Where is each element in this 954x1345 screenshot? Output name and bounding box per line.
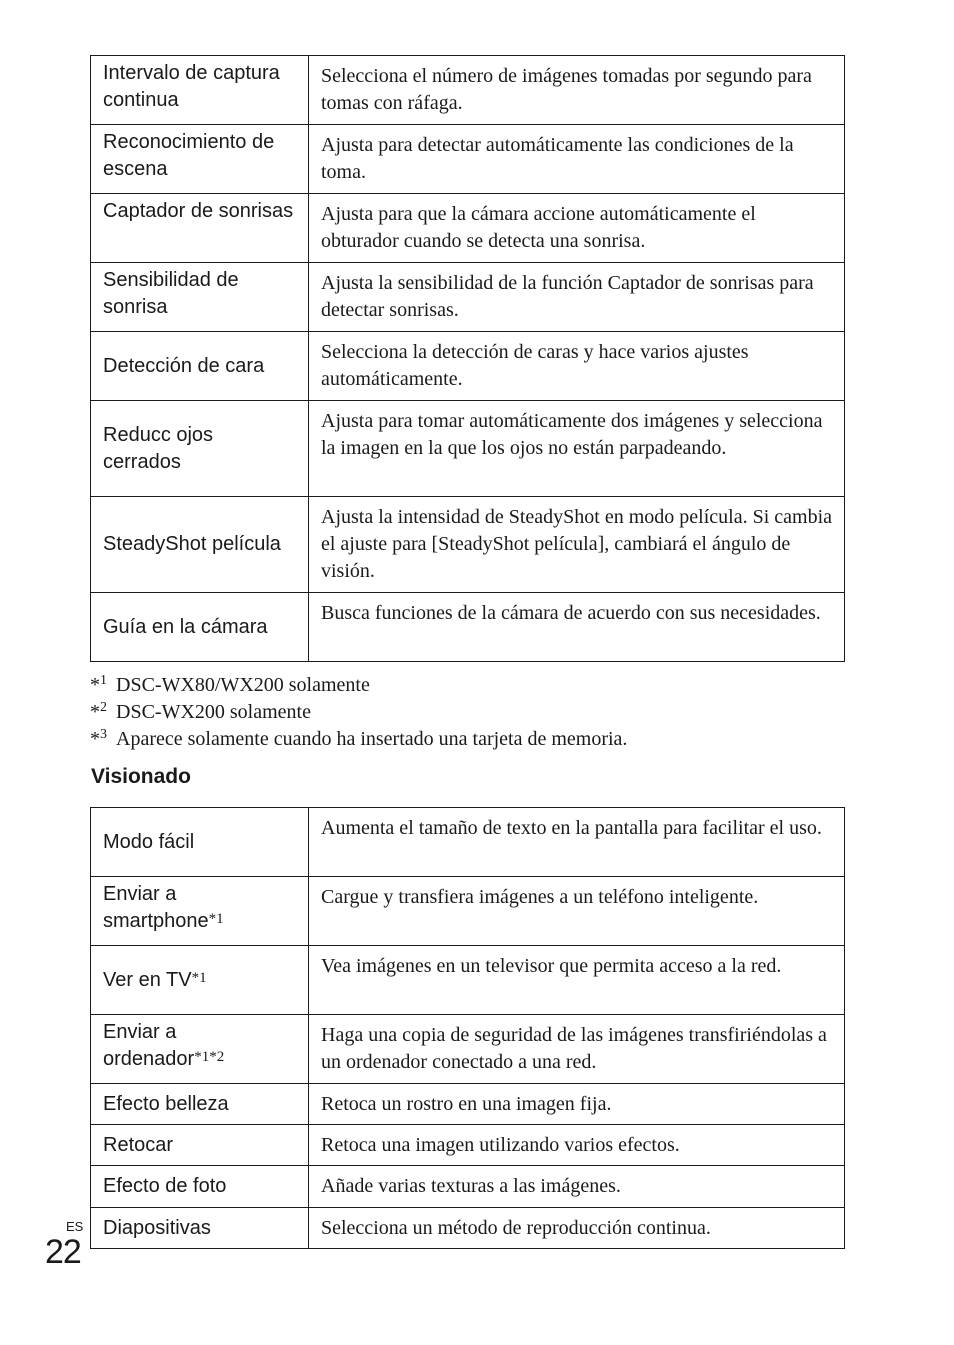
description-cell: Haga una copia de seguridad de las imágenes transfiriéndolas a un ordenador conectado a una red. bbox=[309, 1015, 845, 1084]
term-cell: Enviar a smartphone$^{*1}$ bbox=[91, 877, 309, 946]
table-row bbox=[91, 808, 845, 877]
description-cell: Retoca un rostro en una imagen fija. bbox=[309, 1084, 845, 1125]
description-cell: Añade varias texturas a las imágenes. bbox=[309, 1166, 845, 1208]
term-cell: Sensibilidad de sonrisa bbox=[91, 263, 309, 332]
description-cell: Ajusta para que la cámara accione automáticamente el obturador cuando se detecta una sonrisa. bbox=[309, 194, 845, 263]
footnote-mark: *$^2$ bbox=[90, 700, 107, 723]
footnotes bbox=[90, 672, 627, 753]
footnote-mark: *$^3$ bbox=[90, 727, 107, 750]
description-cell: Ajusta para detectar automáticamente las condiciones de la toma. bbox=[309, 125, 845, 194]
table-row bbox=[91, 1166, 845, 1208]
term-cell: Efecto de foto bbox=[91, 1166, 309, 1208]
term-cell: Modo fácil bbox=[91, 808, 309, 877]
footnote-text: DSC-WX80/WX200 solamente bbox=[116, 674, 370, 696]
term-cell: Guía en la cámara bbox=[91, 593, 309, 662]
table-row bbox=[91, 194, 845, 263]
description-cell: Aumenta el tamaño de texto en la pantalla para facilitar el uso. bbox=[309, 808, 845, 877]
table-row bbox=[91, 593, 845, 662]
description-cell: Selecciona la detección de caras y hace varios ajustes automáticamente. bbox=[309, 332, 845, 401]
description-cell: Selecciona un método de reproducción continua. bbox=[309, 1208, 845, 1249]
term-cell: Enviar a ordenador$^{*1*2}$ bbox=[91, 1015, 309, 1084]
description-cell: Cargue y transfiera imágenes a un teléfono inteligente. bbox=[309, 877, 845, 946]
term-cell: Diapositivas bbox=[91, 1208, 309, 1249]
language-code: ES bbox=[66, 1219, 84, 1234]
table-row bbox=[91, 1208, 845, 1249]
table-row bbox=[91, 497, 845, 593]
description-cell: Ajusta la intensidad de SteadyShot en modo película. Si cambia el ajuste para [SteadyShot película], cambiará el ángulo de visión. bbox=[309, 497, 845, 593]
footnote-text: Aparece solamente cuando ha insertado una tarjeta de memoria. bbox=[116, 728, 628, 750]
table-row bbox=[91, 877, 845, 946]
term-cell: Reconocimiento de escena bbox=[91, 125, 309, 194]
table-row bbox=[91, 1125, 845, 1166]
term-cell: Retocar bbox=[91, 1125, 309, 1166]
description-cell: Ajusta para tomar automáticamente dos imágenes y selecciona la imagen en la que los ojos no están parpadeando. bbox=[309, 401, 845, 497]
footnote-text: DSC-WX200 solamente bbox=[116, 701, 311, 723]
description-cell: Selecciona el número de imágenes tomadas por segundo para tomas con ráfaga. bbox=[309, 56, 845, 125]
table-row bbox=[91, 125, 845, 194]
table-row bbox=[91, 1084, 845, 1125]
term-cell: Intervalo de captura continua bbox=[91, 56, 309, 125]
table-row bbox=[91, 56, 845, 125]
description-cell: Retoca una imagen utilizando varios efectos. bbox=[309, 1125, 845, 1166]
table-row bbox=[91, 1015, 845, 1084]
description-cell: Busca funciones de la cámara de acuerdo con sus necesidades. bbox=[309, 593, 845, 662]
table-row bbox=[91, 332, 845, 401]
term-cell: Captador de sonrisas bbox=[91, 194, 309, 263]
footnote bbox=[90, 672, 627, 699]
footnote-mark: *$^1$ bbox=[90, 673, 107, 696]
page-number: 22 bbox=[45, 1233, 81, 1271]
description-cell: Vea imágenes en un televisor que permita acceso a la red. bbox=[309, 946, 845, 1015]
settings-table-viewing bbox=[90, 807, 845, 1249]
table-row bbox=[91, 946, 845, 1015]
term-cell: Reducc ojos cerrados bbox=[91, 401, 309, 497]
term-cell: SteadyShot película bbox=[91, 497, 309, 593]
footnote bbox=[90, 699, 627, 726]
term-cell: Ver en TV$^{*1}$ bbox=[91, 946, 309, 1015]
section-heading: Visionado bbox=[91, 765, 191, 788]
footnote bbox=[90, 726, 627, 753]
description-cell: Ajusta la sensibilidad de la función Captador de sonrisas para detectar sonrisas. bbox=[309, 263, 845, 332]
table-row bbox=[91, 263, 845, 332]
term-cell: Detección de cara bbox=[91, 332, 309, 401]
table-row bbox=[91, 401, 845, 497]
settings-table-top bbox=[90, 55, 845, 662]
term-cell: Efecto belleza bbox=[91, 1084, 309, 1125]
